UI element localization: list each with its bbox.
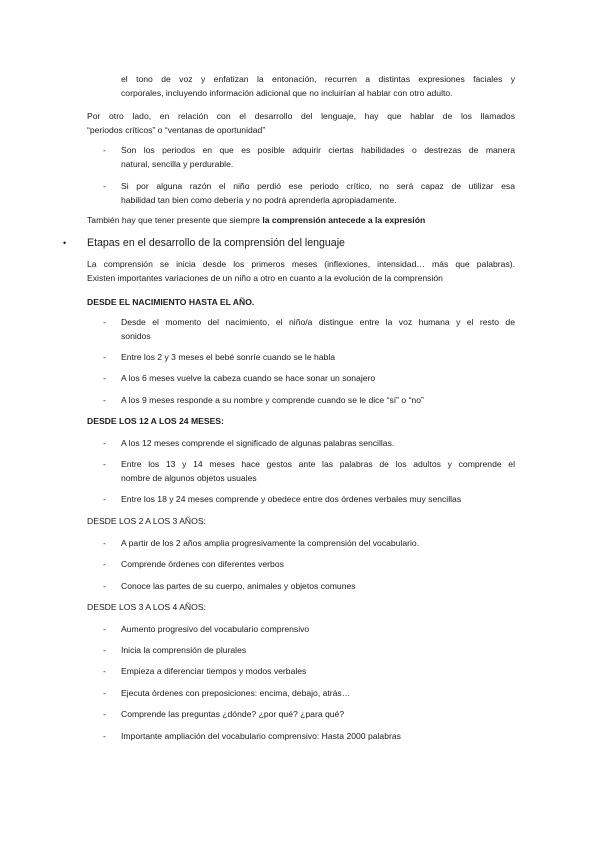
stage2-item-2-line-2: nombre de algunos objetos usuales	[121, 473, 257, 483]
stage1-item-3: A los 6 meses vuelve la cabeza cuando se hace sonar un sonajero	[121, 373, 376, 383]
stage1-item-1-line-2: sonidos	[121, 331, 151, 341]
note-bold-text: la comprensión antecede a la expresión	[262, 215, 426, 225]
stage3-item-1: A partir de los 2 años amplia progresivamente la comprensión del vocabulario.	[121, 538, 420, 548]
stage4-item-4: Ejecuta órdenes con preposiciones: encima, debajo, atrás…	[121, 688, 351, 698]
stage-title-3-4-years: DESDE LOS 3 A LOS 4 AÑOS:	[87, 602, 206, 612]
intro-line-2: corporales, incluyendo información adicional que no incluirían al hablar con otro adulto.	[121, 88, 453, 98]
stage2-item-2-line-1: Entre los 13 y 14 meses hace gestos ante las palabras de los adultos y comprende el	[121, 459, 515, 469]
stage4-item-3: Empieza a diferenciar tiempos y modos verbales	[121, 666, 307, 676]
stage1-item-2: Entre los 2 y 3 meses el bebé sonríe cuando se le habla	[121, 352, 336, 362]
para-critical-line-2: “periodos críticos” o “ventanas de oportunidad”	[87, 125, 266, 135]
dash-marker: -	[103, 438, 106, 448]
section-desc-line-1: La comprensión se inicia desde los primeros meses (inflexiones, intensidad… más que palabras).	[87, 259, 515, 269]
dash-marker: -	[103, 352, 106, 362]
dash-marker: -	[103, 395, 106, 405]
dash-marker: -	[103, 666, 106, 676]
dash-marker: -	[103, 709, 106, 719]
dash-marker: -	[103, 624, 106, 634]
dash-marker: -	[103, 145, 106, 155]
dash-marker: -	[103, 317, 106, 327]
stage4-item-1: Aumento progresivo del vocabulario comprensivo	[121, 624, 310, 634]
stage2-item-3: Entre los 18 y 24 meses comprende y obedece entre dos órdenes verbales muy sencillas	[121, 494, 462, 504]
intro-line-1: el tono de voz y enfatizan la entonación, recurren a distintas expresiones faciales y	[121, 74, 515, 84]
stage4-item-6: Importante ampliación del vocabulario comprensivo: Hasta 2000 palabras	[121, 731, 401, 741]
dash-marker: -	[103, 559, 106, 569]
critical-item-1-line-2: natural, sencilla y perdurable.	[121, 159, 234, 169]
stage2-item-1: A los 12 meses comprende el significado de algunas palabras sencillas.	[121, 438, 395, 448]
dash-marker: -	[103, 581, 106, 591]
dash-marker: -	[103, 688, 106, 698]
stage1-item-4: A los 9 meses responde a su nombre y comprende cuando se le dice “sí” o “no”	[121, 395, 424, 405]
stage3-item-3: Conoce las partes de su cuerpo, animales y objetos comunes	[121, 581, 356, 591]
stage4-item-2: Inicia la comprensión de plurales	[121, 645, 247, 655]
note-text: También hay que tener presente que siempre	[87, 215, 263, 225]
stage3-item-2: Comprende órdenes con diferentes verbos	[121, 559, 284, 569]
para-critical-line-1: Por otro lado, en relación con el desarrollo del lenguaje, hay que hablar de los llamados	[87, 111, 515, 121]
section-heading: Etapas en el desarrollo de la comprensión del lenguaje	[87, 237, 345, 249]
dash-marker: -	[103, 459, 106, 469]
dash-marker: -	[103, 373, 106, 383]
bullet-icon: •	[63, 238, 67, 248]
stage-title-2-3-years: DESDE LOS 2 A LOS 3 AÑOS:	[87, 516, 206, 526]
stage4-item-5: Comprende las preguntas ¿dónde? ¿por qué? ¿para qué?	[121, 709, 345, 719]
dash-marker: -	[103, 731, 106, 741]
stage-title-12-24-months: DESDE LOS 12 A LOS 24 MESES:	[87, 416, 224, 426]
dash-marker: -	[103, 181, 106, 191]
critical-item-2-line-2: habilidad tan bien como debería y no podrá aprenderla apropiadamente.	[121, 195, 397, 205]
section-desc-line-2: Existen importantes variaciones de un niño a otro en cuanto a la evolución de la comprensión	[87, 273, 443, 283]
dash-marker: -	[103, 538, 106, 548]
dash-marker: -	[103, 645, 106, 655]
stage1-item-1-line-1: Desde el momento del nacimiento, el niño/a distingue entre la voz humana y el resto de	[121, 317, 515, 327]
critical-item-1-line-1: Son los periodos en que es posible adquirir ciertas habilidades o destrezas de manera	[121, 145, 515, 155]
critical-item-2-line-1: Si por alguna razón el niño perdió ese periodo crítico, no será capaz de utilizar esa	[121, 181, 515, 191]
comprehension-note	[87, 214, 425, 226]
stage-title-birth: DESDE EL NACIMIENTO HASTA EL AÑO.	[87, 297, 255, 307]
dash-marker: -	[103, 494, 106, 504]
